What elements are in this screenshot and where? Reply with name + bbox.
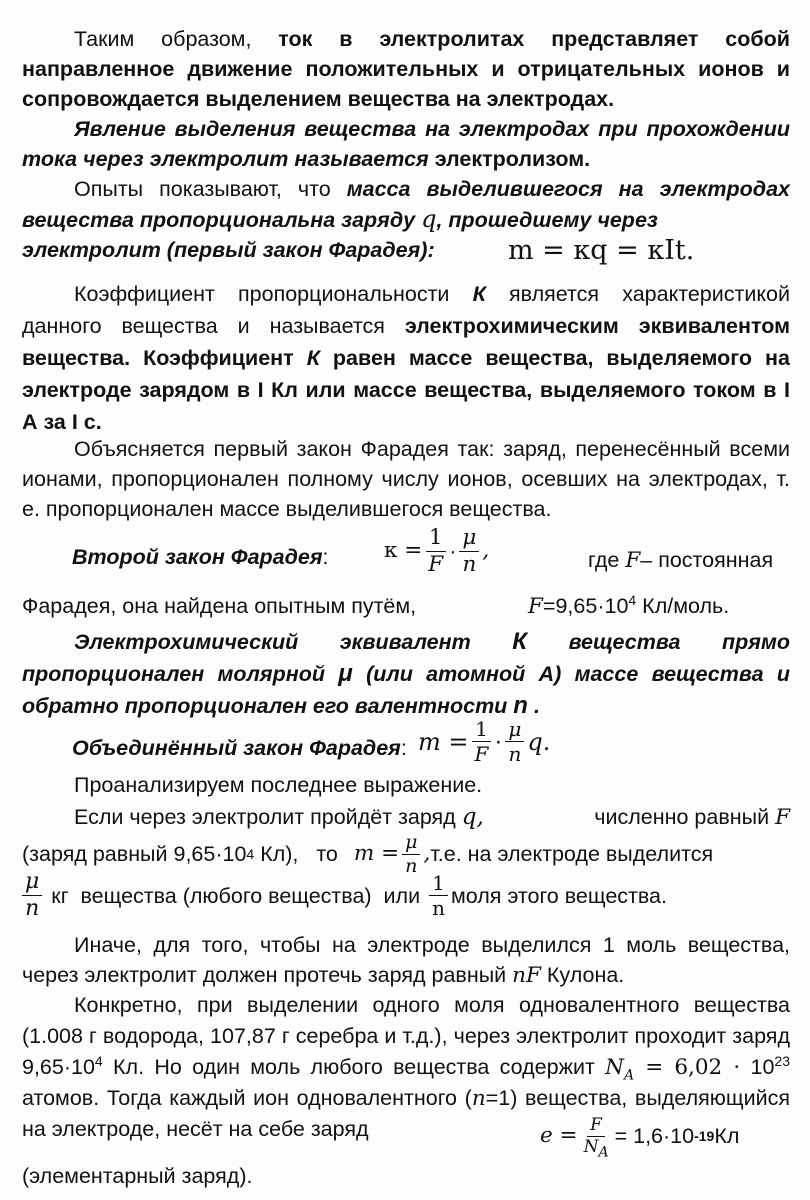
formula-lhs: m = — [418, 727, 469, 756]
definition-text: Явление выделения вещества на электродах при прохождении тока через электролит называется — [22, 117, 790, 171]
elementary-charge-note: (элементарный заряд). — [22, 1164, 253, 1188]
formula-lhs: к = — [384, 538, 423, 564]
bold-statement: ток в электролитах представляет собой направленное движение положительных и отрицательных ионов и сопровождается выделением вещества на электродах. — [22, 27, 790, 111]
multiply-dot: · — [494, 727, 503, 755]
faraday-constant-value: $F=9,65\cdot 10^4$ Кл/моль. — [528, 591, 730, 619]
statement-part: Электрохимический эквивалент — [74, 630, 513, 654]
substance-amount-line: $\frac{\mu}{n}$ кг вещества (любого вещества) или $\frac{1}{n}$ моля этого вещества. — [22, 870, 790, 921]
elementary-charge-formula: e = $\frac{F}{N_A}$ = 1,6·10 -19 Кл — [540, 1115, 740, 1161]
formula-tail: q. — [527, 727, 551, 756]
paragraph-equivalent-proportionality — [22, 626, 790, 722]
second-law-label: Второй закон Фарадея: — [72, 545, 329, 569]
faraday-constant-line: Фарадея, она найдена опытным путём, — [22, 594, 417, 618]
paragraph-middle: является характеристикой данного вещества и называется — [22, 282, 790, 338]
symbol-nf: nF — [512, 963, 541, 988]
second-law-formula — [384, 526, 489, 576]
fraction-one-over-n: $\frac{1}{n}$ — [429, 872, 448, 919]
law-statement: масса выделившегося на электродах вещества пропорциональна заряду — [22, 177, 790, 232]
fraction-mu-over-n: $\frac{\mu}{n}$ — [402, 832, 420, 877]
fraction-mu-over-n: $\frac{\mu}{n}$ — [22, 870, 42, 921]
term-electrolysis: электролизом. — [434, 147, 591, 171]
paragraph-elementary-charge: Конкретно, при выделении одного моля одновалентного вещества (1.008 г водорода, 107,87 г серебра и т.д.), через электролит проходит заряд $9,65\cdot 10^4$ Кл. Но один моль любого вещества содержит $N_A = 6,02 \cdot 10^{23}$ атомов. Тогда каждый ион одновалентного (n=1) вещества, выделяющийся на электроде, несёт на себе заряд — [22, 993, 790, 1141]
statement-part: (или атомной А) массе вещества и обратно пропорционален его валентности — [22, 662, 790, 718]
symbol-k: К — [512, 628, 528, 655]
paragraph-lead: Таким образом, — [74, 27, 279, 51]
formula-comma: , — [482, 538, 490, 564]
fraction-one-over-f: $\frac{1}{F}$ — [472, 718, 492, 765]
law-statement-tail: , прошедшему через — [436, 208, 658, 232]
bold-statement-tail: равен массе вещества, выделяемого на электроде зарядом в I Кл или массе вещества, выделяемого током в I А за I с. — [22, 346, 790, 434]
symbol-k: К — [306, 346, 320, 370]
symbol-q: q — [421, 205, 437, 233]
statement-end: . — [527, 694, 540, 718]
fraction-one-over-f: $\frac{1}{F}$ — [425, 526, 446, 576]
symbol-k: К — [472, 282, 486, 306]
if-charge-line: Если через электролит пройдёт заряд q, численно равный F — [74, 804, 790, 830]
paragraph-electrolysis-definition — [22, 114, 790, 174]
paragraph-analysis: Проанализируем последнее выражение. — [74, 773, 483, 797]
bold-statement: электрохимическим эквивалентом вещества. Коэффициент — [22, 314, 790, 370]
multiply-dot: · — [449, 539, 457, 564]
paragraph-lead: Коэффициент пропорциональности — [74, 282, 473, 306]
symbol-n: n — [513, 692, 528, 719]
explanation-text: Объясняется первый закон Фарадея так: заряд, перенесённый всеми ионами, пропорционален полному числу ионов, осевших на электродах, т. е. пропорционален массе выделившегося вещества. — [22, 437, 790, 521]
statement-part: вещества прямо пропорционален молярной — [22, 630, 790, 686]
paragraph-lead: Опыты показывают, что — [74, 177, 347, 201]
symbol-f: F — [625, 548, 641, 573]
symbol-avogadro: N — [605, 1055, 624, 1080]
paragraph-explanation — [22, 434, 790, 524]
paragraph-coefficient — [22, 278, 790, 438]
paragraph-conduction — [22, 24, 790, 114]
combined-law-label: Объединённый закон Фарадея: — [72, 736, 407, 760]
charge-result-line: (заряд равный 9,65·10 4 Кл), то m = $\frac{\mu}{n}$ , т.е. на электроде выделится — [22, 831, 714, 877]
fraction-f-over-na: $\frac{F}{N_A}$ — [583, 1115, 609, 1161]
first-law-formula: m = кq = кIt. — [508, 235, 695, 266]
fraction-mu-over-n: $\frac{\mu}{n}$ — [459, 526, 479, 576]
combined-law-formula — [418, 718, 550, 765]
fraction-mu-over-n: $\frac{\mu}{n}$ — [505, 718, 524, 765]
first-law-label: электролит (первый закон Фарадея): — [22, 238, 435, 262]
paragraph-one-mole: Иначе, для того, чтобы на электроде выделился 1 моль вещества, через электролит должен протечь заряд равный nF Кулона. — [22, 933, 790, 988]
symbol-mu: μ — [338, 660, 353, 687]
symbol-f: F — [775, 805, 790, 830]
faraday-constant-note: где F– постоянная — [588, 548, 774, 573]
